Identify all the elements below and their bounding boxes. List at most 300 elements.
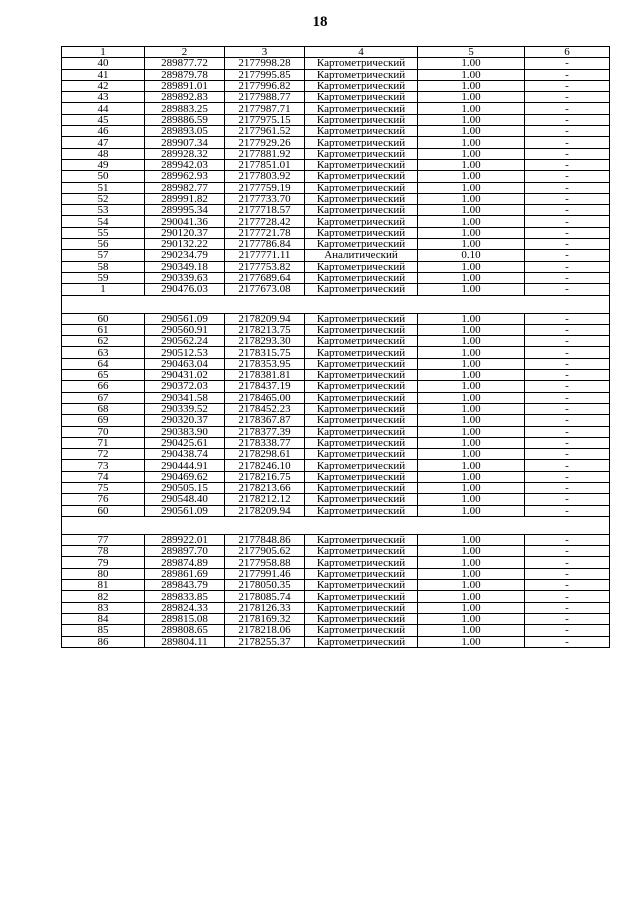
table-row: [62, 370, 610, 381]
table-row: [62, 613, 610, 624]
table-row: [62, 591, 610, 602]
separator-row: [62, 295, 610, 313]
method-cell: Картометрический: [305, 568, 418, 579]
point-number-cell: 71: [62, 437, 145, 448]
method-cell: Картометрический: [305, 347, 418, 358]
method-cell: Картометрический: [305, 505, 418, 516]
accuracy-cell: 1.00: [418, 114, 525, 125]
point-number-cell: 79: [62, 557, 145, 568]
point-number-cell: 77: [62, 534, 145, 545]
table-row: [62, 272, 610, 283]
table-row: [62, 392, 610, 403]
accuracy-cell: 1.00: [418, 426, 525, 437]
point-number-cell: 75: [62, 482, 145, 493]
note-cell: -: [525, 227, 610, 238]
point-number-cell: 1: [62, 284, 145, 295]
table-row: [62, 69, 610, 80]
note-cell: -: [525, 205, 610, 216]
method-cell: Картометрический: [305, 239, 418, 250]
table-row: [62, 126, 610, 137]
x-coordinate-cell: 289877.72: [145, 58, 225, 69]
accuracy-cell: 1.00: [418, 358, 525, 369]
x-coordinate-cell: 290438.74: [145, 449, 225, 460]
accuracy-cell: 1.00: [418, 159, 525, 170]
note-cell: -: [525, 69, 610, 80]
note-cell: -: [525, 261, 610, 272]
y-coordinate-cell: 2178465.00: [225, 392, 305, 403]
note-cell: -: [525, 114, 610, 125]
accuracy-cell: 1.00: [418, 580, 525, 591]
table-row: [62, 580, 610, 591]
table-row: [62, 426, 610, 437]
accuracy-cell: 1.00: [418, 313, 525, 324]
x-coordinate-cell: 290476.03: [145, 284, 225, 295]
table-row: [62, 182, 610, 193]
x-coordinate-cell: 289879.78: [145, 69, 225, 80]
point-number-cell: 85: [62, 625, 145, 636]
header-cell: 1: [62, 47, 145, 58]
point-number-cell: 80: [62, 568, 145, 579]
note-cell: -: [525, 568, 610, 579]
method-cell: Картометрический: [305, 415, 418, 426]
table-row: [62, 347, 610, 358]
y-coordinate-cell: 2178216.75: [225, 471, 305, 482]
x-coordinate-cell: 290372.03: [145, 381, 225, 392]
x-coordinate-cell: 289893.05: [145, 126, 225, 137]
point-number-cell: 54: [62, 216, 145, 227]
point-number-cell: 51: [62, 182, 145, 193]
x-coordinate-cell: 289824.33: [145, 602, 225, 613]
x-coordinate-cell: 289928.32: [145, 148, 225, 159]
table-row: [62, 250, 610, 261]
x-coordinate-cell: 289942.03: [145, 159, 225, 170]
table-row: [62, 358, 610, 369]
table-row: [62, 449, 610, 460]
y-coordinate-cell: 2177881.92: [225, 148, 305, 159]
accuracy-cell: 1.00: [418, 534, 525, 545]
table-row: [62, 261, 610, 272]
table-row: [62, 568, 610, 579]
point-number-cell: 69: [62, 415, 145, 426]
table-row: [62, 159, 610, 170]
y-coordinate-cell: 2178298.61: [225, 449, 305, 460]
y-coordinate-cell: 2177728.42: [225, 216, 305, 227]
x-coordinate-cell: 289886.59: [145, 114, 225, 125]
method-cell: Картометрический: [305, 403, 418, 414]
header-cell: 5: [418, 47, 525, 58]
accuracy-cell: 1.00: [418, 205, 525, 216]
point-number-cell: 62: [62, 336, 145, 347]
accuracy-cell: 1.00: [418, 58, 525, 69]
note-cell: -: [525, 636, 610, 647]
point-number-cell: 52: [62, 193, 145, 204]
y-coordinate-cell: 2177851.01: [225, 159, 305, 170]
point-number-cell: 66: [62, 381, 145, 392]
table-row: [62, 92, 610, 103]
x-coordinate-cell: 290548.40: [145, 494, 225, 505]
note-cell: -: [525, 471, 610, 482]
method-cell: Картометрический: [305, 92, 418, 103]
accuracy-cell: 1.00: [418, 137, 525, 148]
method-cell: Картометрический: [305, 437, 418, 448]
x-coordinate-cell: 289815.08: [145, 613, 225, 624]
point-number-cell: 58: [62, 261, 145, 272]
method-cell: Картометрический: [305, 460, 418, 471]
y-coordinate-cell: 2177996.82: [225, 80, 305, 91]
x-coordinate-cell: 289833.85: [145, 591, 225, 602]
x-coordinate-cell: 289891.01: [145, 80, 225, 91]
y-coordinate-cell: 2177721.78: [225, 227, 305, 238]
x-coordinate-cell: 290339.63: [145, 272, 225, 283]
y-coordinate-cell: 2178209.94: [225, 505, 305, 516]
accuracy-cell: 1.00: [418, 403, 525, 414]
note-cell: -: [525, 505, 610, 516]
method-cell: Картометрический: [305, 193, 418, 204]
y-coordinate-cell: 2178213.66: [225, 482, 305, 493]
point-number-cell: 59: [62, 272, 145, 283]
x-coordinate-cell: 290560.91: [145, 324, 225, 335]
method-cell: Картометрический: [305, 137, 418, 148]
header-cell: 2: [145, 47, 225, 58]
note-cell: -: [525, 324, 610, 335]
table-row: [62, 494, 610, 505]
y-coordinate-cell: 2177929.26: [225, 137, 305, 148]
method-cell: Картометрический: [305, 591, 418, 602]
accuracy-cell: 1.00: [418, 370, 525, 381]
point-number-cell: 84: [62, 613, 145, 624]
method-cell: Картометрический: [305, 336, 418, 347]
accuracy-cell: 0.10: [418, 250, 525, 261]
point-number-cell: 63: [62, 347, 145, 358]
method-cell: Картометрический: [305, 261, 418, 272]
y-coordinate-cell: 2178315.75: [225, 347, 305, 358]
y-coordinate-cell: 2178381.81: [225, 370, 305, 381]
accuracy-cell: 1.00: [418, 80, 525, 91]
x-coordinate-cell: 290512.53: [145, 347, 225, 358]
point-number-cell: 48: [62, 148, 145, 159]
x-coordinate-cell: 289883.25: [145, 103, 225, 114]
point-number-cell: 82: [62, 591, 145, 602]
point-number-cell: 57: [62, 250, 145, 261]
y-coordinate-cell: 2178377.39: [225, 426, 305, 437]
note-cell: -: [525, 494, 610, 505]
table-row: [62, 415, 610, 426]
accuracy-cell: 1.00: [418, 591, 525, 602]
y-coordinate-cell: 2177771.11: [225, 250, 305, 261]
table-row: [62, 239, 610, 250]
note-cell: -: [525, 250, 610, 261]
y-coordinate-cell: 2178437.19: [225, 381, 305, 392]
x-coordinate-cell: 290341.58: [145, 392, 225, 403]
note-cell: -: [525, 182, 610, 193]
point-number-cell: 64: [62, 358, 145, 369]
accuracy-cell: 1.00: [418, 482, 525, 493]
accuracy-cell: 1.00: [418, 437, 525, 448]
y-coordinate-cell: 2178353.95: [225, 358, 305, 369]
table-row: [62, 103, 610, 114]
note-cell: -: [525, 272, 610, 283]
accuracy-cell: 1.00: [418, 171, 525, 182]
table-row: [62, 471, 610, 482]
note-cell: -: [525, 557, 610, 568]
x-coordinate-cell: 290234.79: [145, 250, 225, 261]
note-cell: -: [525, 193, 610, 204]
method-cell: Картометрический: [305, 392, 418, 403]
x-coordinate-cell: 289808.65: [145, 625, 225, 636]
method-cell: Картометрический: [305, 324, 418, 335]
x-coordinate-cell: 289982.77: [145, 182, 225, 193]
point-number-cell: 60: [62, 313, 145, 324]
x-coordinate-cell: 290320.37: [145, 415, 225, 426]
header-cell: 4: [305, 47, 418, 58]
table-row: [62, 80, 610, 91]
table-row: [62, 482, 610, 493]
accuracy-cell: 1.00: [418, 613, 525, 624]
point-number-cell: 40: [62, 58, 145, 69]
accuracy-cell: 1.00: [418, 494, 525, 505]
x-coordinate-cell: 290444.91: [145, 460, 225, 471]
note-cell: -: [525, 403, 610, 414]
point-number-cell: 46: [62, 126, 145, 137]
table-row: [62, 313, 610, 324]
table-row: [62, 546, 610, 557]
note-cell: -: [525, 392, 610, 403]
y-coordinate-cell: 2177998.28: [225, 58, 305, 69]
method-cell: Картометрический: [305, 370, 418, 381]
accuracy-cell: 1.00: [418, 103, 525, 114]
method-cell: Картометрический: [305, 103, 418, 114]
method-cell: Картометрический: [305, 216, 418, 227]
y-coordinate-cell: 2178209.94: [225, 313, 305, 324]
note-cell: -: [525, 580, 610, 591]
y-coordinate-cell: 2177689.64: [225, 272, 305, 283]
method-cell: Картометрический: [305, 546, 418, 557]
table-row: [62, 205, 610, 216]
method-cell: Картометрический: [305, 534, 418, 545]
x-coordinate-cell: 290431.02: [145, 370, 225, 381]
point-number-cell: 67: [62, 392, 145, 403]
accuracy-cell: 1.00: [418, 324, 525, 335]
point-number-cell: 86: [62, 636, 145, 647]
header-cell: 6: [525, 47, 610, 58]
accuracy-cell: 1.00: [418, 602, 525, 613]
method-cell: Картометрический: [305, 159, 418, 170]
x-coordinate-cell: 290505.15: [145, 482, 225, 493]
method-cell: Картометрический: [305, 148, 418, 159]
method-cell: Картометрический: [305, 58, 418, 69]
y-coordinate-cell: 2177733.70: [225, 193, 305, 204]
table-row: [62, 284, 610, 295]
table-row: [62, 636, 610, 647]
note-cell: -: [525, 482, 610, 493]
note-cell: -: [525, 148, 610, 159]
x-coordinate-cell: 289995.34: [145, 205, 225, 216]
accuracy-cell: 1.00: [418, 381, 525, 392]
x-coordinate-cell: 289804.11: [145, 636, 225, 647]
method-cell: Картометрический: [305, 636, 418, 647]
note-cell: -: [525, 80, 610, 91]
point-number-cell: 41: [62, 69, 145, 80]
method-cell: Аналитический: [305, 250, 418, 261]
y-coordinate-cell: 2177848.86: [225, 534, 305, 545]
accuracy-cell: 1.00: [418, 505, 525, 516]
method-cell: Картометрический: [305, 272, 418, 283]
method-cell: Картометрический: [305, 313, 418, 324]
note-cell: -: [525, 534, 610, 545]
y-coordinate-cell: 2178213.75: [225, 324, 305, 335]
method-cell: Картометрический: [305, 580, 418, 591]
note-cell: -: [525, 336, 610, 347]
y-coordinate-cell: 2178338.77: [225, 437, 305, 448]
point-number-cell: 70: [62, 426, 145, 437]
method-cell: Картометрический: [305, 114, 418, 125]
x-coordinate-cell: 290349.18: [145, 261, 225, 272]
table-row: [62, 505, 610, 516]
point-number-cell: 56: [62, 239, 145, 250]
y-coordinate-cell: 2177988.77: [225, 92, 305, 103]
method-cell: Картометрический: [305, 227, 418, 238]
y-coordinate-cell: 2178367.87: [225, 415, 305, 426]
x-coordinate-cell: 289907.34: [145, 137, 225, 148]
note-cell: -: [525, 284, 610, 295]
accuracy-cell: 1.00: [418, 239, 525, 250]
method-cell: Картометрический: [305, 69, 418, 80]
page-number: 18: [312, 14, 328, 30]
note-cell: -: [525, 381, 610, 392]
point-number-cell: 65: [62, 370, 145, 381]
table-body: [62, 47, 610, 648]
x-coordinate-cell: 289897.70: [145, 546, 225, 557]
point-number-cell: 43: [62, 92, 145, 103]
table-row: [62, 216, 610, 227]
note-cell: -: [525, 546, 610, 557]
point-number-cell: 73: [62, 460, 145, 471]
note-cell: -: [525, 460, 610, 471]
accuracy-cell: 1.00: [418, 546, 525, 557]
x-coordinate-cell: 289843.79: [145, 580, 225, 591]
y-coordinate-cell: 2178050.35: [225, 580, 305, 591]
point-number-cell: 49: [62, 159, 145, 170]
method-cell: Картометрический: [305, 602, 418, 613]
point-number-cell: 47: [62, 137, 145, 148]
method-cell: Картометрический: [305, 471, 418, 482]
accuracy-cell: 1.00: [418, 193, 525, 204]
note-cell: -: [525, 216, 610, 227]
y-coordinate-cell: 2177905.62: [225, 546, 305, 557]
y-coordinate-cell: 2177995.85: [225, 69, 305, 80]
x-coordinate-cell: 290120.37: [145, 227, 225, 238]
y-coordinate-cell: 2178452.23: [225, 403, 305, 414]
point-number-cell: 61: [62, 324, 145, 335]
x-coordinate-cell: 290041.36: [145, 216, 225, 227]
accuracy-cell: 1.00: [418, 347, 525, 358]
note-cell: -: [525, 313, 610, 324]
y-coordinate-cell: 2178218.06: [225, 625, 305, 636]
y-coordinate-cell: 2177958.88: [225, 557, 305, 568]
table-row: [62, 171, 610, 182]
method-cell: Картометрический: [305, 381, 418, 392]
method-cell: Картометрический: [305, 171, 418, 182]
note-cell: -: [525, 126, 610, 137]
accuracy-cell: 1.00: [418, 69, 525, 80]
accuracy-cell: 1.00: [418, 392, 525, 403]
point-number-cell: 83: [62, 602, 145, 613]
point-number-cell: 74: [62, 471, 145, 482]
note-cell: -: [525, 171, 610, 182]
table-row: [62, 460, 610, 471]
table-row: [62, 137, 610, 148]
accuracy-cell: 1.00: [418, 227, 525, 238]
accuracy-cell: 1.00: [418, 415, 525, 426]
method-cell: Картометрический: [305, 449, 418, 460]
method-cell: Картометрический: [305, 613, 418, 624]
note-cell: -: [525, 137, 610, 148]
method-cell: Картометрический: [305, 426, 418, 437]
point-number-cell: 81: [62, 580, 145, 591]
point-number-cell: 42: [62, 80, 145, 91]
accuracy-cell: 1.00: [418, 126, 525, 137]
note-cell: -: [525, 449, 610, 460]
x-coordinate-cell: 289892.83: [145, 92, 225, 103]
y-coordinate-cell: 2177673.08: [225, 284, 305, 295]
y-coordinate-cell: 2177718.57: [225, 205, 305, 216]
x-coordinate-cell: 289991.82: [145, 193, 225, 204]
accuracy-cell: 1.00: [418, 216, 525, 227]
table-row: [62, 227, 610, 238]
note-cell: -: [525, 613, 610, 624]
method-cell: Картометрический: [305, 358, 418, 369]
note-cell: -: [525, 358, 610, 369]
table-row: [62, 324, 610, 335]
y-coordinate-cell: 2177991.46: [225, 568, 305, 579]
y-coordinate-cell: 2177759.19: [225, 182, 305, 193]
point-number-cell: 55: [62, 227, 145, 238]
accuracy-cell: 1.00: [418, 336, 525, 347]
coordinates-table: [61, 46, 610, 648]
note-cell: -: [525, 415, 610, 426]
y-coordinate-cell: 2178246.10: [225, 460, 305, 471]
note-cell: -: [525, 370, 610, 381]
y-coordinate-cell: 2178293.30: [225, 336, 305, 347]
table-row: [62, 602, 610, 613]
method-cell: Картометрический: [305, 494, 418, 505]
method-cell: Картометрический: [305, 284, 418, 295]
method-cell: Картометрический: [305, 182, 418, 193]
note-cell: -: [525, 426, 610, 437]
separator-cell: [62, 516, 610, 534]
accuracy-cell: 1.00: [418, 148, 525, 159]
point-number-cell: 45: [62, 114, 145, 125]
header-row: [62, 47, 610, 58]
accuracy-cell: 1.00: [418, 182, 525, 193]
note-cell: -: [525, 347, 610, 358]
method-cell: Картометрический: [305, 205, 418, 216]
y-coordinate-cell: 2178126.33: [225, 602, 305, 613]
table-row: [62, 534, 610, 545]
accuracy-cell: 1.00: [418, 272, 525, 283]
x-coordinate-cell: 290463.04: [145, 358, 225, 369]
accuracy-cell: 1.00: [418, 460, 525, 471]
accuracy-cell: 1.00: [418, 261, 525, 272]
x-coordinate-cell: 290562.24: [145, 336, 225, 347]
point-number-cell: 50: [62, 171, 145, 182]
point-number-cell: 53: [62, 205, 145, 216]
accuracy-cell: 1.00: [418, 449, 525, 460]
header-cell: 3: [225, 47, 305, 58]
table-row: [62, 58, 610, 69]
table-row: [62, 437, 610, 448]
accuracy-cell: 1.00: [418, 625, 525, 636]
